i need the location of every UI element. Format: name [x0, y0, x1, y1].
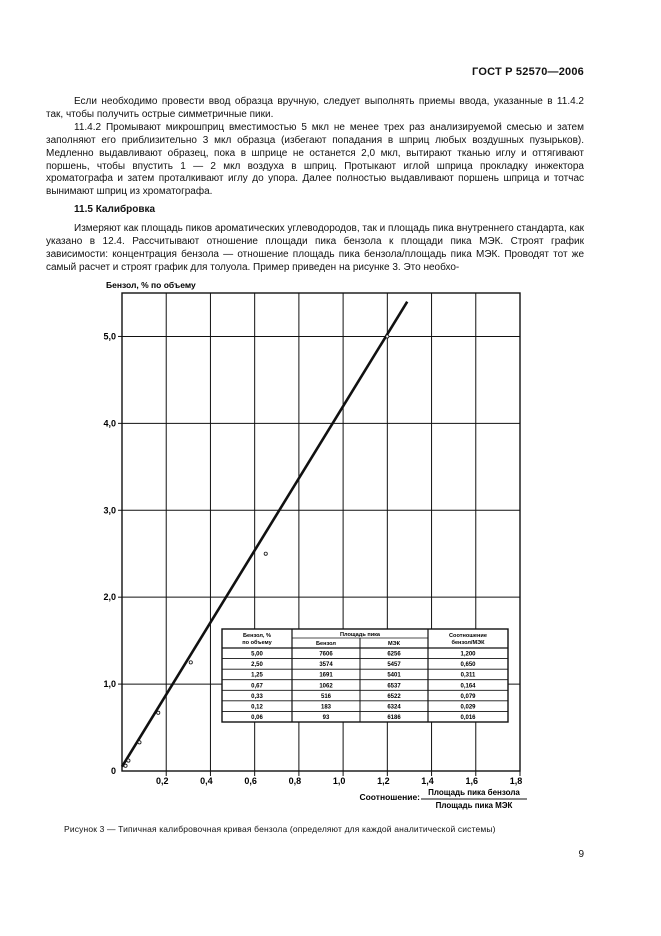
- inset-table-cell: 5457: [387, 662, 401, 669]
- figure-caption: Рисунок 3 — Типичная калибровочная кривая бензола (определяют для каждой аналитической системы): [64, 824, 496, 834]
- y-tick-label: 4,0: [103, 418, 116, 429]
- x-axis-title-numerator: Площадь пика бензола: [428, 788, 520, 797]
- x-axis-title-prefix: Соотношение:: [359, 792, 420, 802]
- inset-table-header-line: Бензол, %: [242, 633, 272, 639]
- inset-table-group-header: Площадь пика: [339, 632, 381, 638]
- x-tick-label: 1,0: [332, 776, 346, 786]
- inset-table-cell: 516: [320, 693, 332, 700]
- inset-table-cell: 0,12: [251, 704, 263, 711]
- x-tick-label: 0,4: [200, 776, 213, 786]
- inset-table-cell: 183: [320, 704, 332, 711]
- inset-table-subheader: Бензол: [316, 641, 336, 647]
- inset-table-cell: 0,016: [460, 715, 476, 721]
- data-point: [127, 759, 130, 762]
- paragraph: 11.4.2 Промывают микрошприц вместимостью 5 мкл не менее трех раз анализируемой смесью и затем заполняют его приблизительно 3 мкл образца (избегают попадания в шприц любых воздушных пузырьков). Медленно выдавливают образец, пока в шприце не останется 2,0 мкл, вытирают тканью иглу и оттягивают поршень, чтобы впустить 1 — 2 мкл воздуха в шприц. Протыкают иглой шприца прокладку инжектора хроматографа и затем проталкивают иглу до упора. Далее полностью выдавливают поршень шприца и тотчас вынимают шприц из хроматографа.: [46, 121, 584, 198]
- x-tick-label: 1,8: [509, 776, 523, 786]
- data-point: [386, 335, 389, 338]
- inset-table-cell: 0,67: [251, 683, 263, 690]
- inset-table-cell: 1691: [319, 672, 333, 679]
- inset-table-cell: 6324: [387, 704, 401, 711]
- standard-number: ГОСТ Р 52570—2006: [472, 66, 584, 78]
- origin-label: 0: [110, 766, 116, 776]
- inset-table-cell: 1062: [319, 683, 333, 690]
- paragraph: Измеряют как площадь пиков ароматических углеводородов, так и площадь пика внутреннего стандарта, как указано в 12.4. Рассчитывают отношение площади пика бензола к площади пика МЭК. Строят график зависимости: концентрация бензола — отношение площадь пика бензола/площадь пика МЭК. Проводят тот же самый расчет и строят график для толуола. Пример приведен на рисунке 3. Это необхо-: [46, 223, 584, 273]
- x-tick-label: 0,2: [155, 776, 169, 786]
- inset-table-cell: 0,079: [460, 693, 476, 700]
- inset-table-cell: 1,25: [251, 672, 263, 679]
- inset-table-cell: 0,650: [460, 662, 476, 669]
- x-tick-label: 1,6: [465, 776, 479, 786]
- inset-table-subheader: МЭК: [387, 641, 401, 647]
- inset-table-cell: 0,06: [251, 715, 263, 721]
- y-tick-label: 5,0: [103, 331, 116, 342]
- inset-table-cell: 2,50: [251, 662, 263, 669]
- y-tick-label: 2,0: [103, 592, 116, 603]
- y-tick-label: 1,0: [103, 679, 116, 690]
- data-point: [157, 711, 160, 714]
- data-point: [189, 661, 192, 664]
- inset-table-cell: 0,311: [460, 672, 476, 679]
- y-axis-title: Бензол, % по объему: [106, 280, 196, 290]
- inset-table-cell: 3574: [319, 662, 333, 669]
- x-tick-label: 0,6: [244, 776, 257, 786]
- inset-table-cell: 93: [322, 715, 330, 721]
- inset-table-header-line: по объему: [242, 640, 272, 646]
- data-point: [138, 741, 141, 744]
- x-tick-label: 1,2: [377, 776, 390, 786]
- data-point: [264, 552, 267, 555]
- inset-table-cell: 1,200: [460, 651, 476, 658]
- inset-table-cell: 5401: [387, 672, 401, 679]
- page-number: 9: [578, 849, 584, 860]
- inset-table-cell: 0,029: [460, 704, 476, 711]
- inset-table-cell: 0,33: [251, 693, 263, 700]
- x-tick-label: 1,4: [421, 776, 434, 786]
- inset-table-cell: 6256: [387, 651, 401, 658]
- inset-table-cell: 0,164: [460, 683, 476, 690]
- paragraph: Если необходимо провести ввод образца вручную, следует выполнять приемы ввода, указанные в 11.4.2 так, чтобы получить острые симметричные пики.: [46, 96, 584, 120]
- inset-table-header-line: Соотношение: [449, 633, 487, 639]
- inset-table-cell: 6537: [387, 683, 401, 690]
- y-tick-label: 3,0: [103, 505, 116, 516]
- section-heading: 11.5 Калибровка: [74, 204, 156, 216]
- inset-table-cell: 6186: [387, 715, 401, 721]
- data-point: [124, 764, 127, 767]
- x-axis-title-denominator: Площадь пика МЭК: [435, 801, 513, 810]
- inset-table-header-line: бензол/МЭК: [451, 640, 485, 646]
- x-tick-label: 0,8: [288, 776, 302, 786]
- inset-table-cell: 7606: [319, 651, 333, 658]
- inset-table-cell: 6522: [387, 693, 401, 700]
- inset-table-cell: 5,00: [251, 651, 263, 658]
